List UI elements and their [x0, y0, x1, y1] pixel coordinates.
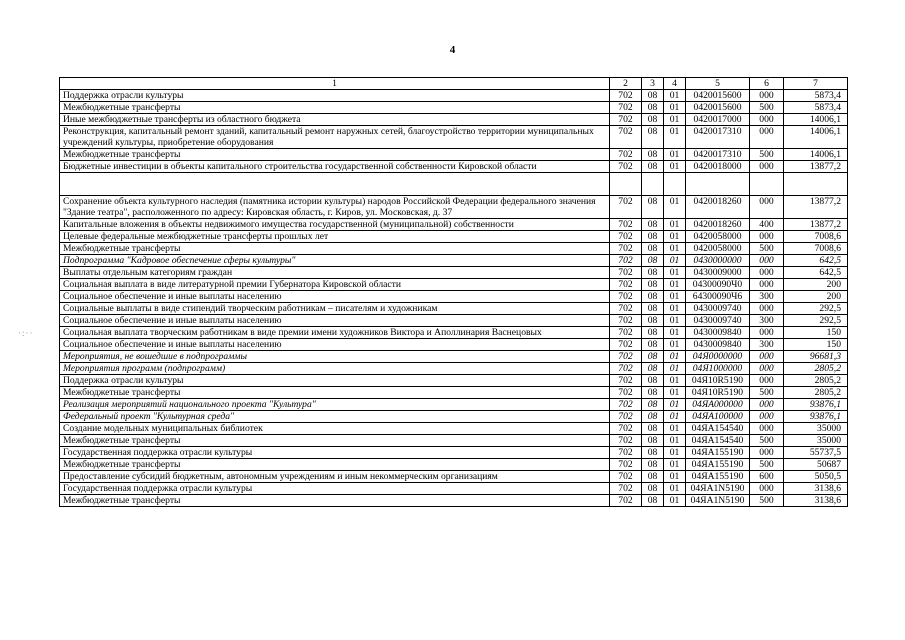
- row-name-cell: Иные межбюджетные трансферты из областного бюджета: [60, 114, 610, 126]
- table-row: [60, 459, 848, 471]
- table-row: [60, 423, 848, 435]
- row-expense-type-cell: 000: [750, 411, 784, 423]
- row-target-article-cell: 04ЯА100000: [686, 411, 750, 423]
- row-name-cell: Мероприятия программ (подпрограмм): [60, 363, 610, 375]
- row-section-cell: 08: [642, 102, 664, 114]
- row-code-cell: 702: [610, 149, 642, 161]
- row-amount-cell: 5050,5: [784, 471, 848, 483]
- row-code-cell: 702: [610, 102, 642, 114]
- row-target-article-cell: 0420017000: [686, 114, 750, 126]
- row-section-cell: 08: [642, 375, 664, 387]
- row-subsection-cell: 01: [664, 351, 686, 363]
- table-row: [60, 303, 848, 315]
- row-expense-type-cell: 500: [750, 495, 784, 507]
- table-row: [60, 387, 848, 399]
- row-amount-cell: 292,5: [784, 315, 848, 327]
- row-amount-cell: 150: [784, 327, 848, 339]
- row-code-cell: 702: [610, 375, 642, 387]
- row-code-cell: 702: [610, 114, 642, 126]
- row-name-cell: Социальное обеспечение и иные выплаты населению: [60, 315, 610, 327]
- row-code-cell: 702: [610, 126, 642, 149]
- row-subsection-cell: 01: [664, 102, 686, 114]
- table-row: [60, 126, 848, 149]
- row-amount-cell: 50687: [784, 459, 848, 471]
- row-section-cell: 08: [642, 387, 664, 399]
- row-target-article-cell: 0420058000: [686, 231, 750, 243]
- row-code-cell: 702: [610, 255, 642, 267]
- spacer-cell: [686, 173, 750, 196]
- row-target-article-cell: 04ЯА155190: [686, 459, 750, 471]
- row-section-cell: 08: [642, 471, 664, 483]
- row-subsection-cell: 01: [664, 114, 686, 126]
- table-row: [60, 90, 848, 102]
- table-row: [60, 483, 848, 495]
- row-code-cell: 702: [610, 423, 642, 435]
- spacer-cell: [664, 173, 686, 196]
- row-name-cell: Поддержка отрасли культуры: [60, 90, 610, 102]
- header-cell: 7: [784, 78, 848, 90]
- table-row: [60, 291, 848, 303]
- row-code-cell: 702: [610, 267, 642, 279]
- row-expense-type-cell: 000: [750, 423, 784, 435]
- row-code-cell: 702: [610, 435, 642, 447]
- row-subsection-cell: 01: [664, 495, 686, 507]
- row-section-cell: 08: [642, 231, 664, 243]
- row-amount-cell: 55737,5: [784, 447, 848, 459]
- row-expense-type-cell: 000: [750, 303, 784, 315]
- row-amount-cell: 35000: [784, 435, 848, 447]
- spacer-cell: [610, 173, 642, 196]
- row-amount-cell: 93876,1: [784, 411, 848, 423]
- row-expense-type-cell: 600: [750, 471, 784, 483]
- row-expense-type-cell: 000: [750, 126, 784, 149]
- table-row: [60, 399, 848, 411]
- row-section-cell: 08: [642, 303, 664, 315]
- table-row: [60, 351, 848, 363]
- row-expense-type-cell: 400: [750, 219, 784, 231]
- row-expense-type-cell: 000: [750, 267, 784, 279]
- row-subsection-cell: 01: [664, 399, 686, 411]
- row-amount-cell: 13877,2: [784, 219, 848, 231]
- row-amount-cell: 2805,2: [784, 375, 848, 387]
- row-subsection-cell: 01: [664, 303, 686, 315]
- row-amount-cell: 14006,1: [784, 114, 848, 126]
- row-target-article-cell: 04ЯА1N5190: [686, 483, 750, 495]
- row-amount-cell: 150: [784, 339, 848, 351]
- row-code-cell: 702: [610, 447, 642, 459]
- row-code-cell: 702: [610, 363, 642, 375]
- row-expense-type-cell: 000: [750, 483, 784, 495]
- row-target-article-cell: 04ЯА000000: [686, 399, 750, 411]
- row-section-cell: 08: [642, 327, 664, 339]
- row-target-article-cell: 04ЯА155190: [686, 447, 750, 459]
- row-target-article-cell: 0420015600: [686, 90, 750, 102]
- table-row: [60, 231, 848, 243]
- row-name-cell: Федеральный проект "Культурная среда": [60, 411, 610, 423]
- row-section-cell: 08: [642, 447, 664, 459]
- row-amount-cell: 7008,6: [784, 231, 848, 243]
- row-subsection-cell: 01: [664, 411, 686, 423]
- row-subsection-cell: 01: [664, 435, 686, 447]
- row-subsection-cell: 01: [664, 387, 686, 399]
- table-row: [60, 102, 848, 114]
- table-row: [60, 339, 848, 351]
- row-section-cell: 08: [642, 339, 664, 351]
- row-amount-cell: 14006,1: [784, 149, 848, 161]
- row-name-cell: Межбюджетные трансферты: [60, 102, 610, 114]
- row-section-cell: 08: [642, 243, 664, 255]
- row-expense-type-cell: 000: [750, 327, 784, 339]
- row-amount-cell: 200: [784, 291, 848, 303]
- row-code-cell: 702: [610, 387, 642, 399]
- row-subsection-cell: 01: [664, 90, 686, 102]
- row-amount-cell: 35000: [784, 423, 848, 435]
- table-row: [60, 375, 848, 387]
- row-target-article-cell: 0420015600: [686, 102, 750, 114]
- row-section-cell: 08: [642, 411, 664, 423]
- row-target-article-cell: 04Я1000000: [686, 363, 750, 375]
- row-expense-type-cell: 300: [750, 339, 784, 351]
- row-expense-type-cell: 000: [750, 161, 784, 173]
- row-code-cell: 702: [610, 161, 642, 173]
- row-amount-cell: 93876,1: [784, 399, 848, 411]
- spacer-row: [60, 173, 848, 196]
- row-name-cell: Межбюджетные трансферты: [60, 149, 610, 161]
- header-cell: 6: [750, 78, 784, 90]
- row-section-cell: 08: [642, 351, 664, 363]
- table-row: [60, 279, 848, 291]
- row-amount-cell: 292,5: [784, 303, 848, 315]
- row-amount-cell: 14006,1: [784, 126, 848, 149]
- spacer-cell: [750, 173, 784, 196]
- row-expense-type-cell: 000: [750, 399, 784, 411]
- table-row: [60, 363, 848, 375]
- row-name-cell: Капитальные вложения в объекты недвижимого имущества государственной (муниципальной) собственности: [60, 219, 610, 231]
- row-subsection-cell: 01: [664, 255, 686, 267]
- table-row: [60, 196, 848, 219]
- row-target-article-cell: 04ЯА155190: [686, 471, 750, 483]
- row-section-cell: 08: [642, 363, 664, 375]
- row-target-article-cell: 0430009840: [686, 339, 750, 351]
- row-target-article-cell: 0430009000: [686, 267, 750, 279]
- table-row: [60, 255, 848, 267]
- row-subsection-cell: 01: [664, 315, 686, 327]
- row-subsection-cell: 01: [664, 267, 686, 279]
- table-row: [60, 495, 848, 507]
- row-amount-cell: 5873,4: [784, 102, 848, 114]
- row-expense-type-cell: 300: [750, 315, 784, 327]
- row-expense-type-cell: 000: [750, 231, 784, 243]
- row-code-cell: 702: [610, 327, 642, 339]
- row-name-cell: Межбюджетные трансферты: [60, 435, 610, 447]
- row-section-cell: 08: [642, 90, 664, 102]
- row-expense-type-cell: 500: [750, 149, 784, 161]
- row-amount-cell: 96681,3: [784, 351, 848, 363]
- row-expense-type-cell: 000: [750, 447, 784, 459]
- row-section-cell: 08: [642, 196, 664, 219]
- page-number: 4: [449, 44, 456, 56]
- budget-table: [59, 77, 848, 507]
- table-row: [60, 243, 848, 255]
- table-row: [60, 327, 848, 339]
- table-row: [60, 267, 848, 279]
- row-subsection-cell: 01: [664, 363, 686, 375]
- row-expense-type-cell: 300: [750, 291, 784, 303]
- row-amount-cell: 642,5: [784, 255, 848, 267]
- row-code-cell: 702: [610, 411, 642, 423]
- scan-artifact: ·:··: [18, 328, 34, 338]
- row-code-cell: 702: [610, 483, 642, 495]
- row-expense-type-cell: 000: [750, 351, 784, 363]
- row-section-cell: 08: [642, 267, 664, 279]
- row-expense-type-cell: 000: [750, 279, 784, 291]
- row-subsection-cell: 01: [664, 126, 686, 149]
- table-row: [60, 447, 848, 459]
- row-expense-type-cell: 000: [750, 363, 784, 375]
- row-code-cell: 702: [610, 243, 642, 255]
- row-name-cell: Сохранение объекта культурного наследия (памятника истории культуры) народов Российской Федерации федерального значения "Здание театра", расположенного по адресу: Кировская область, г. Киров, ул. Московская, д. 37: [60, 196, 610, 219]
- row-section-cell: 08: [642, 291, 664, 303]
- row-amount-cell: 3138,6: [784, 495, 848, 507]
- row-expense-type-cell: 000: [750, 255, 784, 267]
- row-amount-cell: 7008,6: [784, 243, 848, 255]
- row-section-cell: 08: [642, 483, 664, 495]
- header-cell: 1: [60, 78, 610, 90]
- table-row: [60, 471, 848, 483]
- row-target-article-cell: 0420018260: [686, 219, 750, 231]
- row-amount-cell: 13877,2: [784, 161, 848, 173]
- row-code-cell: 702: [610, 231, 642, 243]
- row-name-cell: Социальная выплата творческим работникам в виде премии имени художников Виктора и Аполлинария Васнецовых: [60, 327, 610, 339]
- table-row: [60, 114, 848, 126]
- row-expense-type-cell: 500: [750, 459, 784, 471]
- row-amount-cell: 5873,4: [784, 90, 848, 102]
- row-subsection-cell: 01: [664, 375, 686, 387]
- row-target-article-cell: 04ЯА1N5190: [686, 495, 750, 507]
- row-target-article-cell: 04300090Ч0: [686, 279, 750, 291]
- row-subsection-cell: 01: [664, 459, 686, 471]
- table-row: [60, 161, 848, 173]
- row-subsection-cell: 01: [664, 471, 686, 483]
- row-code-cell: 702: [610, 495, 642, 507]
- row-name-cell: Социальное обеспечение и иные выплаты населению: [60, 339, 610, 351]
- row-code-cell: 702: [610, 279, 642, 291]
- spacer-cell: [784, 173, 848, 196]
- row-target-article-cell: 0430009740: [686, 315, 750, 327]
- row-code-cell: 702: [610, 291, 642, 303]
- spacer-cell: [642, 173, 664, 196]
- table-row: [60, 219, 848, 231]
- row-name-cell: Социальная выплата в виде литературной премии Губернатора Кировской области: [60, 279, 610, 291]
- row-subsection-cell: 01: [664, 149, 686, 161]
- header-row: [60, 78, 848, 90]
- row-code-cell: 702: [610, 219, 642, 231]
- spacer-cell: [60, 173, 610, 196]
- row-section-cell: 08: [642, 255, 664, 267]
- row-amount-cell: 13877,2: [784, 196, 848, 219]
- row-name-cell: Социальные выплаты в виде стипендий творческим работникам – писателям и художникам: [60, 303, 610, 315]
- row-name-cell: Создание модельных муниципальных библиотек: [60, 423, 610, 435]
- row-name-cell: Целевые федеральные межбюджетные трансферты прошлых лет: [60, 231, 610, 243]
- row-target-article-cell: 04ЯА154540: [686, 435, 750, 447]
- row-section-cell: 08: [642, 149, 664, 161]
- row-code-cell: 702: [610, 303, 642, 315]
- row-section-cell: 08: [642, 161, 664, 173]
- row-subsection-cell: 01: [664, 243, 686, 255]
- row-amount-cell: 2805,2: [784, 387, 848, 399]
- row-target-article-cell: 04Я10R5190: [686, 387, 750, 399]
- row-subsection-cell: 01: [664, 291, 686, 303]
- row-section-cell: 08: [642, 315, 664, 327]
- row-target-article-cell: 04ЯА154540: [686, 423, 750, 435]
- row-target-article-cell: 64300090Ч6: [686, 291, 750, 303]
- row-code-cell: 702: [610, 315, 642, 327]
- row-name-cell: Реализация мероприятий национального проекта "Культура": [60, 399, 610, 411]
- row-code-cell: 702: [610, 90, 642, 102]
- row-name-cell: Реконструкция, капитальный ремонт зданий, капитальный ремонт наружных сетей, благоустройство территории муниципальных учреждений культуры, приобретение оборудования: [60, 126, 610, 149]
- table-row: [60, 149, 848, 161]
- row-target-article-cell: 0430009840: [686, 327, 750, 339]
- row-expense-type-cell: 500: [750, 243, 784, 255]
- row-expense-type-cell: 000: [750, 114, 784, 126]
- row-target-article-cell: 0420018000: [686, 161, 750, 173]
- row-name-cell: Мероприятия, не вошедшие в подпрограммы: [60, 351, 610, 363]
- row-name-cell: Межбюджетные трансферты: [60, 387, 610, 399]
- row-subsection-cell: 01: [664, 196, 686, 219]
- row-section-cell: 08: [642, 495, 664, 507]
- row-subsection-cell: 01: [664, 483, 686, 495]
- row-name-cell: Подпрограмма "Кадровое обеспечение сферы культуры": [60, 255, 610, 267]
- row-code-cell: 702: [610, 471, 642, 483]
- row-section-cell: 08: [642, 399, 664, 411]
- row-subsection-cell: 01: [664, 423, 686, 435]
- row-name-cell: Межбюджетные трансферты: [60, 459, 610, 471]
- row-expense-type-cell: 500: [750, 102, 784, 114]
- row-subsection-cell: 01: [664, 219, 686, 231]
- row-section-cell: 08: [642, 279, 664, 291]
- row-name-cell: Бюджетные инвестиции в объекты капитального строительства государственной собственности Кировской области: [60, 161, 610, 173]
- row-section-cell: 08: [642, 459, 664, 471]
- row-amount-cell: 642,5: [784, 267, 848, 279]
- row-section-cell: 08: [642, 126, 664, 149]
- row-name-cell: Государственная поддержка отрасли культуры: [60, 483, 610, 495]
- row-name-cell: Государственная поддержка отрасли культуры: [60, 447, 610, 459]
- row-amount-cell: 3138,6: [784, 483, 848, 495]
- row-subsection-cell: 01: [664, 231, 686, 243]
- row-target-article-cell: 04Я10R5190: [686, 375, 750, 387]
- row-name-cell: Межбюджетные трансферты: [60, 495, 610, 507]
- row-section-cell: 08: [642, 219, 664, 231]
- row-target-article-cell: 0430009740: [686, 303, 750, 315]
- row-expense-type-cell: 000: [750, 375, 784, 387]
- row-expense-type-cell: 000: [750, 196, 784, 219]
- header-cell: 4: [664, 78, 686, 90]
- row-name-cell: Предоставление субсидий бюджетным, автономным учреждениям и иным некоммерческим организациям: [60, 471, 610, 483]
- header-cell: 2: [610, 78, 642, 90]
- row-section-cell: 08: [642, 423, 664, 435]
- table-row: [60, 411, 848, 423]
- row-subsection-cell: 01: [664, 339, 686, 351]
- row-target-article-cell: 0430000000: [686, 255, 750, 267]
- row-expense-type-cell: 500: [750, 387, 784, 399]
- row-subsection-cell: 01: [664, 327, 686, 339]
- row-code-cell: 702: [610, 351, 642, 363]
- header-cell: 5: [686, 78, 750, 90]
- row-code-cell: 702: [610, 459, 642, 471]
- row-target-article-cell: 04Я0000000: [686, 351, 750, 363]
- row-subsection-cell: 01: [664, 161, 686, 173]
- row-name-cell: Поддержка отрасли культуры: [60, 375, 610, 387]
- row-amount-cell: 200: [784, 279, 848, 291]
- row-code-cell: 702: [610, 399, 642, 411]
- table-row: [60, 315, 848, 327]
- table-row: [60, 435, 848, 447]
- row-section-cell: 08: [642, 435, 664, 447]
- row-code-cell: 702: [610, 339, 642, 351]
- row-target-article-cell: 0420018260: [686, 196, 750, 219]
- row-section-cell: 08: [642, 114, 664, 126]
- row-name-cell: Межбюджетные трансферты: [60, 243, 610, 255]
- row-name-cell: Выплаты отдельным категориям граждан: [60, 267, 610, 279]
- row-code-cell: 702: [610, 196, 642, 219]
- row-expense-type-cell: 500: [750, 435, 784, 447]
- row-subsection-cell: 01: [664, 279, 686, 291]
- row-target-article-cell: 0420017310: [686, 126, 750, 149]
- row-name-cell: Социальное обеспечение и иные выплаты населению: [60, 291, 610, 303]
- row-expense-type-cell: 000: [750, 90, 784, 102]
- row-amount-cell: 2805,2: [784, 363, 848, 375]
- row-subsection-cell: 01: [664, 447, 686, 459]
- row-target-article-cell: 0420017310: [686, 149, 750, 161]
- header-cell: 3: [642, 78, 664, 90]
- row-target-article-cell: 0420058000: [686, 243, 750, 255]
